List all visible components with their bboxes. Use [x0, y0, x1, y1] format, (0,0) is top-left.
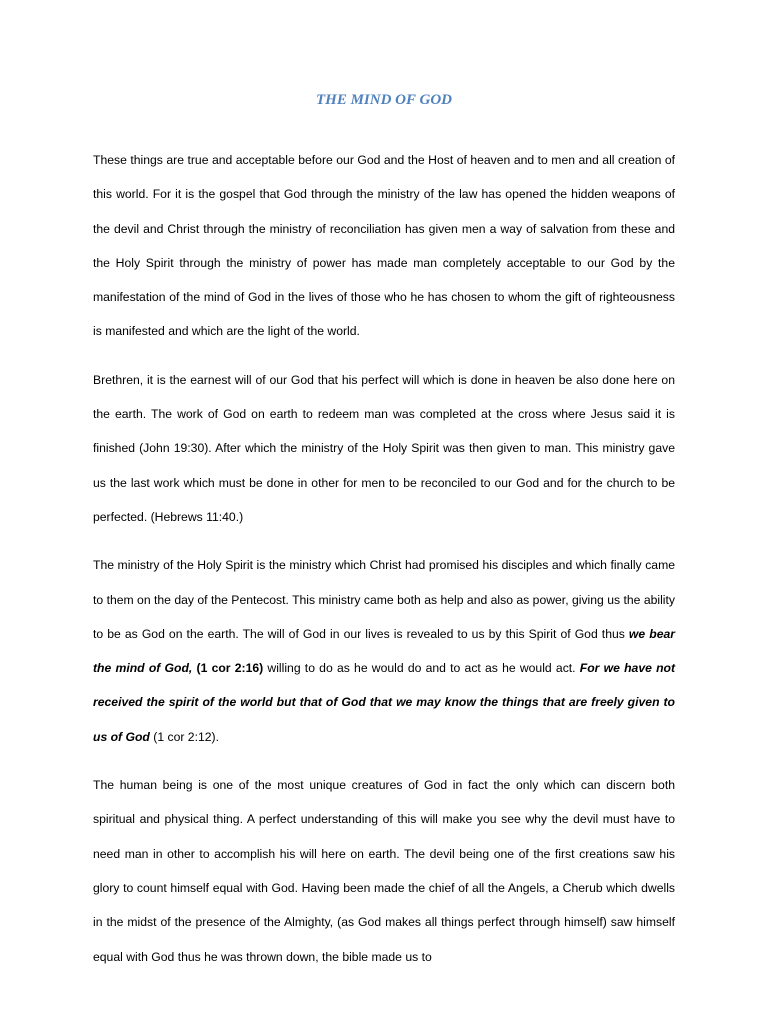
paragraph-3-reference-1cor-2-12: (1 cor 2:12). [149, 729, 219, 744]
paragraph-3-text-b: willing to do as he would do and to act as he would act. [263, 661, 580, 676]
paragraph-3-emphasis-quote: For we have not received the spirit of the world but that of God that we may know the things that are freely given to us of God [93, 661, 676, 744]
paragraph-3-reference-1cor-2-16: (1 cor 2:16) [196, 661, 264, 676]
paragraph-3 [93, 548, 675, 754]
document-body [93, 143, 675, 988]
paragraph-3-text-a: The ministry of the Holy Spirit is the ministry which Christ had promised his disciples and which finally came to them on the day of the Pentecost. This ministry came both as help and also as power, giving us the ability to be as God on the earth. The will of God in our lives is revealed to us by this Spirit of God thus [93, 558, 675, 641]
paragraph-1: These things are true and acceptable before our God and the Host of heaven and to men and all creation of this world. For it is the gospel that God through the ministry of the law has opened the hidden weapons of the devil and Christ through the ministry of reconciliation has given men a way of salvation from these and the Holy Spirit through the ministry of power has made man completely acceptable to our God by the manifestation of the mind of God in the lives of those who he has chosen to whom the gift of righteousness is manifested and which are the light of the world. [93, 153, 675, 339]
document-title: THE MIND OF GOD [316, 92, 452, 108]
paragraph-2: Brethren, it is the earnest will of our God that his perfect will which is done in heaven be also done here on the earth. The work of God on earth to redeem man was completed at the cross where Jesus said it is finished (John 19:30). After which the ministry of the Holy Spirit was then given to man. This ministry gave us the last work which must be done in other for men to be reconciled to our God and for the church to be perfected. (Hebrews 11:40.) [93, 372, 675, 524]
paragraph-3-emphasis-mind-of-god: we bear the mind of God, [93, 626, 675, 676]
paragraph-4: The human being is one of the most unique creatures of God in fact the only which can discern both spiritual and physical thing. A perfect understanding of this will make you see why the devil must have to need man in other to accomplish his will here on earth. The devil being one of the first creations saw his glory to count himself equal with God. Having been made the chief of all the Angels, a Cherub which dwells in the midst of the presence of the Almighty, (as God makes all things perfect through himself) saw himself equal with God thus he was thrown down, the bible made us to [93, 778, 675, 964]
